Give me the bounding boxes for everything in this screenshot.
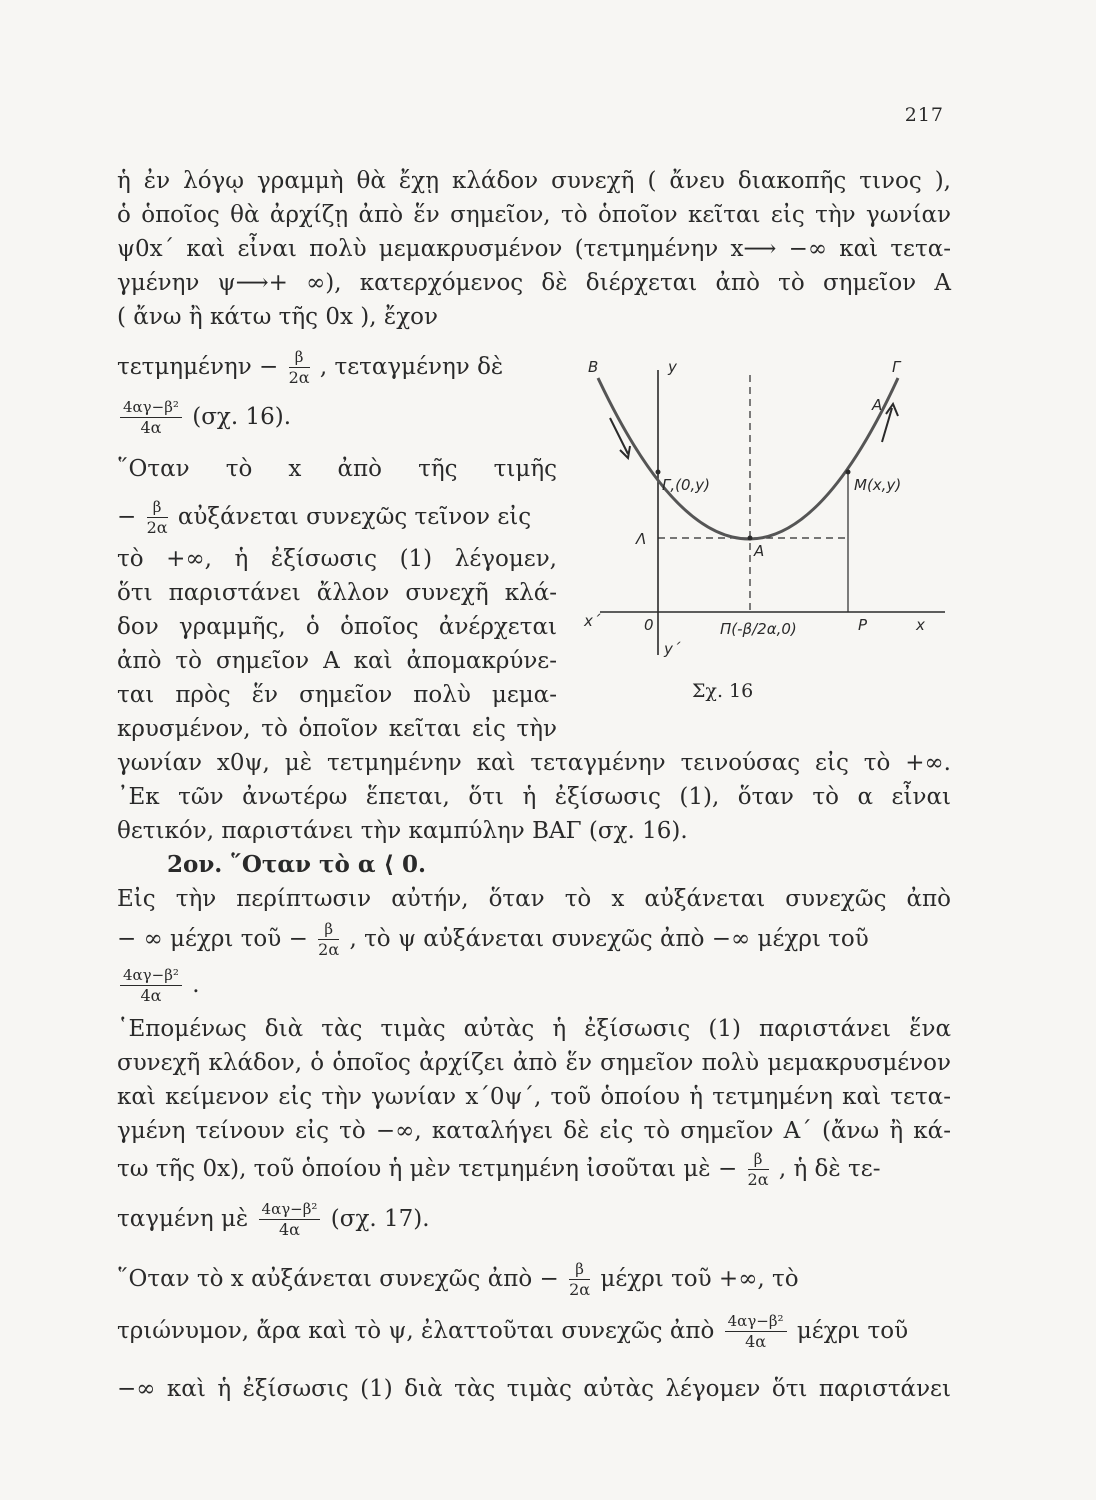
text-segment: (σχ. 16). xyxy=(192,404,292,430)
text-line-with-fraction xyxy=(117,400,557,436)
text-line: ται πρὸς ἕν σημεῖον πολὺ μεμα- xyxy=(117,682,557,708)
text-segment: . xyxy=(192,972,200,998)
text-segment: − ∞ μέχρι τοῦ − xyxy=(117,926,308,952)
label-G: Γ xyxy=(892,358,901,376)
fraction-numerator: 4αγ−β² xyxy=(725,1314,787,1332)
label-gamma-point: Γ,(0,y) xyxy=(662,476,711,494)
fraction-beta-over-2alpha xyxy=(318,922,339,958)
text-line: ᾿Εκ τῶν ἀνωτέρω ἕπεται, ὅτι ἡ ἐξίσωσις (1), ὅταν τὸ α εἶναι xyxy=(117,784,951,810)
text-segment: − xyxy=(117,504,137,530)
label-x-prime: x΄ xyxy=(584,612,601,630)
label-B: Β xyxy=(588,358,599,376)
fraction-numerator: β xyxy=(318,922,339,940)
text-line: ὅτι παριστάνει ἄλλον συνεχῆ κλά- xyxy=(117,580,557,606)
fraction-beta-over-2alpha xyxy=(147,500,168,536)
fraction-numerator: 4αγ−β² xyxy=(259,1202,321,1220)
fraction-denominator: 2α xyxy=(288,368,310,387)
text-segment: μέχρι τοῦ xyxy=(796,1318,909,1344)
section-heading: 2ον. ῞Οταν τὸ α ⟨ 0. xyxy=(167,851,427,878)
label-y: y xyxy=(668,358,677,376)
text-line: τὸ +∞, ἡ ἐξίσωσις (1) λέγομεν, xyxy=(117,546,557,572)
label-pi-point: Π(-β/2α,0) xyxy=(720,620,797,638)
text-segment: , τεταγμένην δὲ xyxy=(319,354,504,380)
fraction-discriminant xyxy=(725,1314,787,1350)
text-line: ἀπὸ τὸ σημεῖον Α καὶ ἀπομακρύνε- xyxy=(117,648,557,674)
text-line-with-fraction xyxy=(117,968,951,1004)
label-lambda: Λ xyxy=(636,530,647,548)
fraction-denominator: 2α xyxy=(569,1280,591,1299)
text-line: δον γραμμῆς, ὁ ὁποῖος ἀνέρχεται xyxy=(117,614,557,640)
fraction-beta-over-2alpha xyxy=(569,1262,590,1298)
fraction-denominator: 4α xyxy=(140,986,162,1005)
down-arrow-icon xyxy=(610,418,628,454)
fraction-discriminant xyxy=(120,400,182,436)
text-line: συνεχῆ κλάδον, ὁ ὁποῖος ἀρχίζει ἀπὸ ἕν σημεῖον πολὺ μεμακρυσμένον xyxy=(117,1050,951,1076)
label-x: x xyxy=(916,616,925,634)
fraction-numerator: 4αγ−β² xyxy=(120,400,182,418)
label-y-prime: y΄ xyxy=(664,640,681,658)
text-line: γμένη τείνουν εἰς τὸ −∞, καταλήγει δὲ εἰς τὸ σημεῖον Α΄ (ἄνω ἢ κά- xyxy=(117,1118,951,1144)
text-line-with-fraction xyxy=(117,922,951,958)
text-line-with-fraction xyxy=(117,500,557,536)
fraction-numerator: β xyxy=(289,350,310,368)
fraction-denominator: 4α xyxy=(140,418,162,437)
parabola-curve xyxy=(598,378,898,539)
page-number: 217 xyxy=(904,104,944,126)
fraction-discriminant xyxy=(120,968,182,1004)
figure-16 xyxy=(580,350,952,720)
label-P: P xyxy=(858,616,868,634)
text-segment: μέχρι τοῦ +∞, τὸ xyxy=(600,1266,799,1292)
label-m-point: M(x,y) xyxy=(854,476,902,494)
fraction-denominator: 4α xyxy=(745,1332,767,1351)
text-line: Εἰς τὴν περίπτωσιν αὐτήν, ὅταν τὸ x αὐξάνεται συνεχῶς ἀπὸ xyxy=(117,886,951,912)
label-origin: 0 xyxy=(644,616,654,634)
fraction-discriminant xyxy=(259,1202,321,1238)
text-segment: , ἡ δὲ τε- xyxy=(778,1156,881,1182)
gamma-point xyxy=(656,470,661,475)
text-line-with-fraction xyxy=(117,1314,951,1350)
text-segment: ῞Οταν τὸ x αὐξάνεται συνεχῶς ἀπὸ − xyxy=(117,1266,559,1292)
text-line-with-fraction xyxy=(117,1152,951,1188)
text-line: θετικόν, παριστάνει τὴν καμπύλην ΒΑΓ (σχ. 16). xyxy=(117,818,688,844)
text-line-with-fraction xyxy=(117,1202,951,1238)
fraction-numerator: β xyxy=(147,500,168,518)
text-line: ἡ ἐν λόγῳ γραμμὴ θὰ ἔχῃ κλάδον συνεχῆ ( ἄνευ διακοπῆς τινος ), xyxy=(117,168,951,194)
text-line: −∞ καὶ ἡ ἐξίσωσις (1) διὰ τὰς τιμὰς αὐτὰς λέγομεν ὅτι παριστάνει xyxy=(117,1376,951,1402)
fraction-denominator: 2α xyxy=(146,518,168,537)
fraction-beta-over-2alpha xyxy=(748,1152,769,1188)
text-line: ῾Επομένως διὰ τὰς τιμὰς αὐτὰς ἡ ἐξίσωσις (1) παριστάνει ἕνα xyxy=(117,1016,951,1042)
text-segment: τετμημένην − xyxy=(117,354,279,380)
label-vertex: Α xyxy=(754,542,765,560)
fraction-denominator: 2α xyxy=(747,1170,769,1189)
text-line: ῞Οταν τὸ x ἀπὸ τῆς τιμῆς xyxy=(117,456,557,482)
text-segment: αὐξάνεται συνεχῶς τεῖνον εἰς xyxy=(177,504,532,530)
fraction-beta-over-2alpha xyxy=(289,350,310,386)
text-line: ( ἄνω ἢ κάτω τῆς 0x ), ἔχον xyxy=(117,304,438,330)
text-line: καὶ κείμενον εἰς τὴν γωνίαν x΄0ψ΄, τοῦ ὁποίου ἡ τετμημένη καὶ τετα- xyxy=(117,1084,951,1110)
text-segment: τω τῆς 0x), τοῦ ὁποίου ἡ μὲν τετμημένη ἰσοῦται μὲ − xyxy=(117,1156,738,1182)
vertex-point xyxy=(748,536,753,541)
text-segment: (σχ. 17). xyxy=(330,1206,430,1232)
text-line: ὁ ὁποῖος θὰ ἀρχίζῃ ἀπὸ ἕν σημεῖον, τὸ ὁποῖον κεῖται εἰς τὴν γωνίαν xyxy=(117,202,951,228)
text-line: γμένην ψ⟶+ ∞), κατερχόμενος δὲ διέρχεται ἀπὸ τὸ σημεῖον Α xyxy=(117,270,951,296)
figure-caption: Σχ. 16 xyxy=(692,680,754,702)
label-A-arrow: A xyxy=(872,396,883,414)
text-line: γωνίαν x0ψ, μὲ τετμημένην καὶ τεταγμένην τεινούσας εἰς τὸ +∞. xyxy=(117,750,951,776)
text-line-with-fraction xyxy=(117,350,557,386)
fraction-numerator: β xyxy=(748,1152,769,1170)
fraction-denominator: 2α xyxy=(318,940,340,959)
fraction-numerator: β xyxy=(569,1262,590,1280)
fraction-numerator: 4αγ−β² xyxy=(120,968,182,986)
text-segment: , τὸ ψ αὐξάνεται συνεχῶς ἀπὸ −∞ μέχρι τοῦ xyxy=(349,926,869,952)
fraction-denominator: 4α xyxy=(279,1220,300,1239)
parabola-diagram xyxy=(580,350,952,690)
text-segment: τριώνυμον, ἄρα καὶ τὸ ψ, ἐλαττοῦται συνεχῶς ἀπὸ xyxy=(117,1318,715,1344)
text-line: ψ0x΄ καὶ εἶναι πολὺ μεμακρυσμένον (τετμημένην x⟶ −∞ καὶ τετα- xyxy=(117,236,951,262)
text-segment: ταγμένη μὲ xyxy=(117,1206,249,1232)
text-line-with-fraction xyxy=(117,1262,951,1298)
m-point xyxy=(846,470,851,475)
text-line: κρυσμένον, τὸ ὁποῖον κεῖται εἰς τὴν xyxy=(117,716,557,742)
